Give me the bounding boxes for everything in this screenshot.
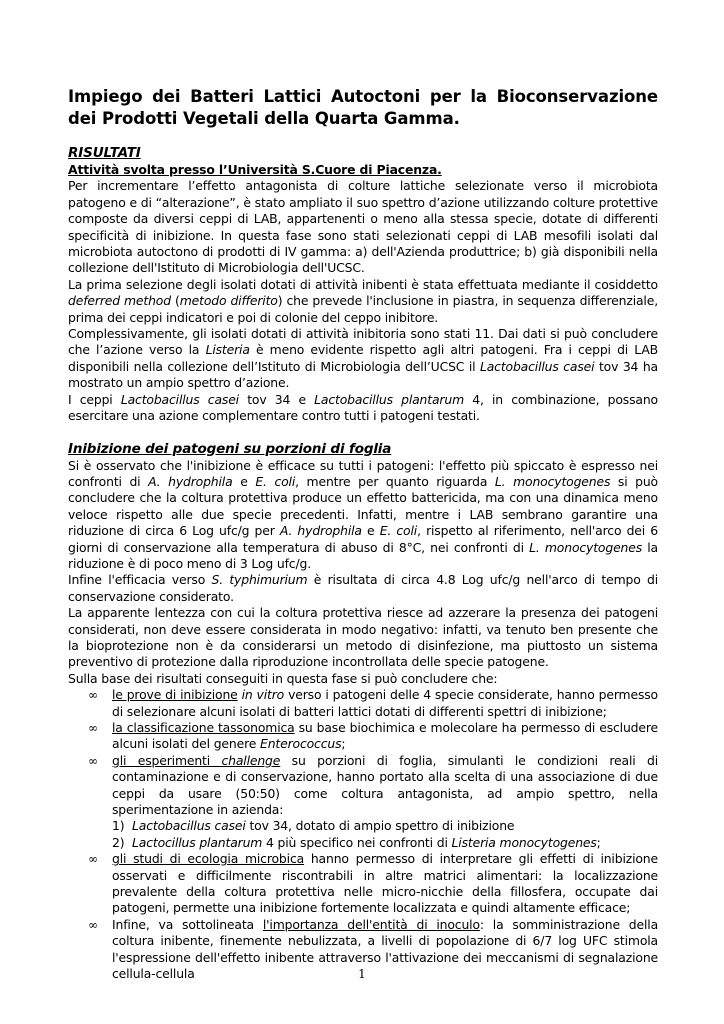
strain-item: 2) Lactocillus plantarum 4 più specifico nei confronti di Listeria monocytogenes; bbox=[112, 834, 601, 850]
page-number: 1 bbox=[358, 967, 366, 981]
infinity-bullet-icon: ∞ bbox=[88, 917, 98, 932]
strain-item: 1) Lactobacillus casei tov 34, dotato di ampio spettro di inibizione bbox=[112, 818, 515, 834]
infinity-bullet-icon: ∞ bbox=[88, 753, 98, 768]
paragraph: Per incrementare l’effetto antagonista di colture lattiche selezionate verso il microbiota patogeno e di “alterazione”, è stato ampliato il suo spettro d’azione utilizzando colture protettive composte da diversi ceppi di LAB, appartenenti o meno alla stessa specie, dotate di differenti specificità di inibizione. In questa fase sono stati selezionati ceppi di LAB mesofili isolati dal microbiota autoctono di prodotti di IV gamma: a) dell'Azienda produttrice; b) già disponibili nella collezione dell'Istituto di Microbiologia dell'UCSC. bbox=[68, 178, 658, 276]
infinity-bullet-icon: ∞ bbox=[88, 721, 98, 735]
list-item: ∞ Infine, va sottolineata l'importanza dell'entità di inoculo: la somministrazione della coltura inibente, finemente nebulizzata, a livelli di popolazione di 6/7 log UFC stimola l'espressione dell'effetto inibente attraverso l'attivazione dei meccanismi di segnalazione cellula-cellula bbox=[88, 916, 659, 982]
paragraph: Complessivamente, gli isolati dotati di attività inibitoria sono stati 11. Dai dati si può concludere che l’azione verso la Listeria è meno evidente rispetto agli altri patogeni. Fra i ceppi di LAB disponibili nella collezione dell’Istituto di Microbiologia dell’UCSC il Lactobacillus casei tov 34 ha mostrato un ampio spettro d’azione. bbox=[68, 326, 659, 391]
section-heading-inibizione: Inibizione dei patogeni su porzioni di foglia bbox=[68, 440, 392, 457]
conclusions-list bbox=[68, 687, 658, 982]
paragraph: La prima selezione degli isolati dotati di attività inibenti è stata effettuata mediante il cosiddetto deferred method (metodo differito) che prevede l'inclusione in piastra, in sequenza differenziale, prima dei ceppi indicatori e poi di colonie del ceppo inibitore. bbox=[68, 276, 658, 325]
document-title: Impiego dei Batteri Lattici Autoctoni per la Bioconservazione dei Prodotti Vegetali della Quarta Gamma. bbox=[68, 87, 658, 128]
paragraph: I ceppi Lactobacillus casei tov 34 e Lactobacillus plantarum 4, in combinazione, possano esercitare una azione complementare contro tutti i patogeni testati. bbox=[68, 391, 658, 424]
list-item: ∞ gli esperimenti challenge su porzioni di foglia, simulanti le condizioni reali di contaminazione e di conservazione, hanno portato alla scelta di una associazione di due ceppi da usare (50:50) come coltura antagonista, ad ampio spettro, nella sperimentazione in azienda: 1) Lactobacillus casei tov 34, dotato di ampio spettro di inibizione 2) Lactocillus plantarum 4 più specifico nei confronti di Listeria monocytogenes; bbox=[88, 752, 659, 850]
section-heading-risultati: RISULTATI bbox=[68, 145, 141, 161]
paragraph: Infine l'efficacia verso S. typhimurium è risultata di circa 4.8 Log ufc/g nell'arco di tempo di conservazione considerato. bbox=[68, 572, 658, 604]
infinity-bullet-icon: ∞ bbox=[88, 688, 98, 703]
list-item: ∞ la classificazione tassonomica su base biochimica e molecolare ha permesso di escludere alcuni isolati del genere Enterococcus; bbox=[88, 720, 658, 752]
spacer bbox=[68, 425, 658, 441]
paragraph: Sulla base dei risultati conseguiti in questa fase si può concludere che: bbox=[68, 670, 498, 686]
list-item: ∞ le prove di inibizione in vitro verso i patogeni delle 4 specie considerate, hanno permesso di selezionare alcuni isolati di batteri lattici dotati di differenti spettri di inibizione; bbox=[88, 687, 658, 719]
list-item: ∞ gli studi di ecologia microbica hanno permesso di interpretare gli effetti di inibizione osservati e difficilmente riscontrabili in altre matrici alimentari: la localizzazione prevalente della coltura protettiva nelle micro-nicchie della fillosfera, occupate dai patogeni, permette una inibizione fortemente localizzata e quindi altamente efficace; bbox=[88, 851, 658, 916]
paragraph: La apparente lentezza con cui la coltura protettiva riesce ad azzerare la presenza dei patogeni considerati, non deve essere considerata in modo negativo: infatti, va tenuto ben presente che la bioprotezione non è da considerarsi un metodo di disinfezione, ma piuttosto un sistema preventivo di protezione dalla riproduzione incontrollata delle specie patogene. bbox=[68, 605, 658, 670]
section-subheading: Attività svolta presso l’Università S.Cuore di Piacenza. bbox=[68, 162, 442, 177]
document-body bbox=[68, 145, 658, 983]
strain-list bbox=[112, 818, 658, 851]
paragraph: Si è osservato che l'inibizione è efficace su tutti i patogeni: l'effetto più spiccato è espresso nei confronti di A. hydrophila e E. coli, mentre per quanto riguarda L. monocytogenes si può concludere che la coltura protettiva produce un effetto battericida, ma con una dinamica meno veloce rispetto alle due specie precedenti. Infatti, mentre i LAB sembrano garantire una riduzione di circa 6 Log ufc/g per A. hydrophila e E. coli, rispetto al riferimento, nell'arco dei 6 giorni di conservazione alla temperatura di abuso di 8°C, nei confronti di L. monocytogenes la riduzione è di poco meno di 3 Log ufc/g. bbox=[68, 457, 658, 571]
infinity-bullet-icon: ∞ bbox=[88, 852, 98, 867]
